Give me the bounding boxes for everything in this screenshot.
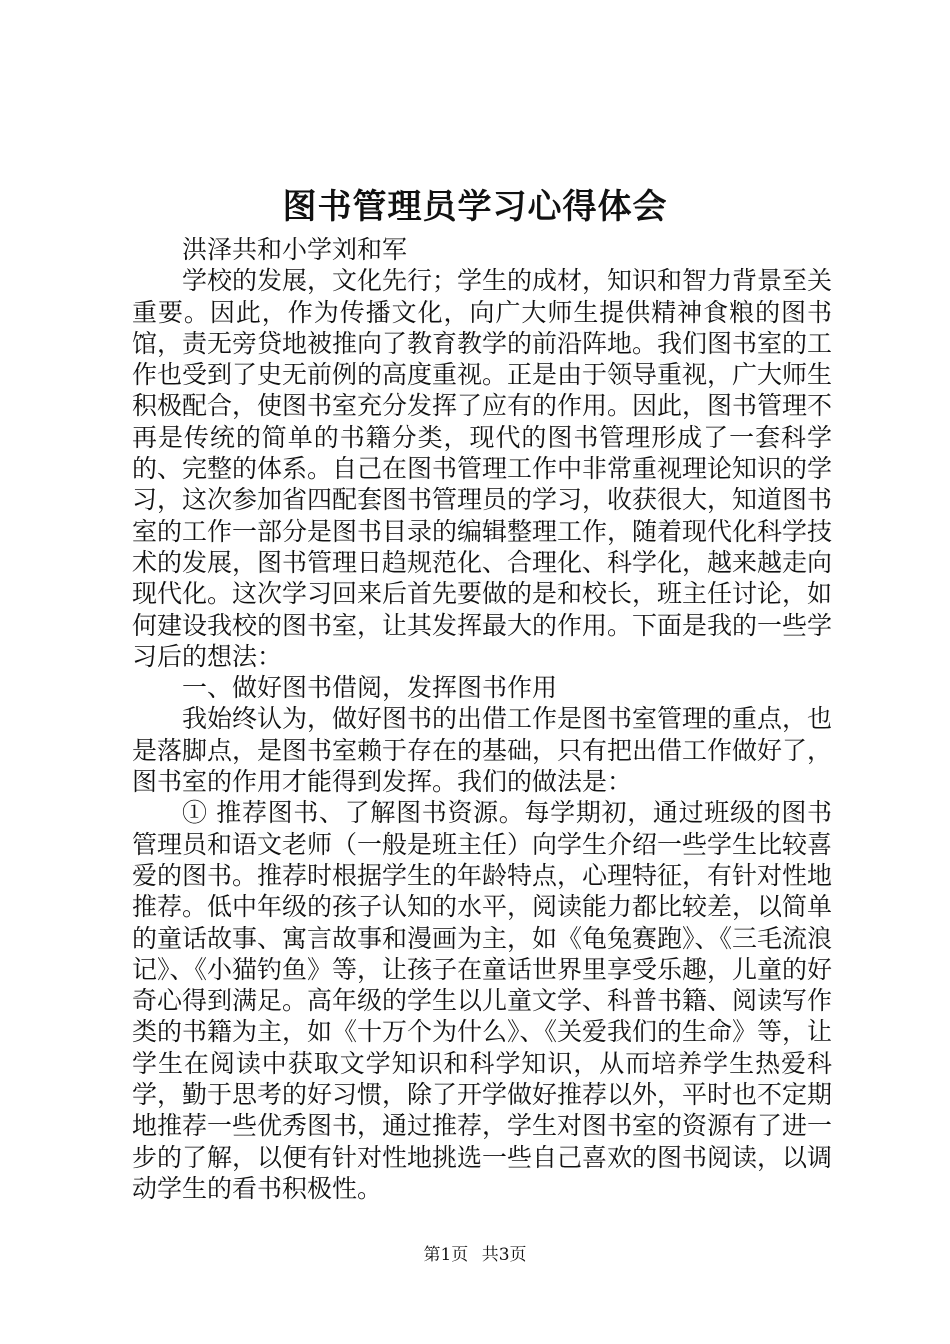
document-body	[132, 234, 832, 1204]
section-heading: 一、做好图书借阅，发挥图书作用	[182, 673, 558, 703]
page-number-current: 第1页	[423, 1245, 469, 1265]
page-footer	[0, 1243, 950, 1267]
page-number-total: 共3页	[481, 1245, 527, 1265]
paragraph-intro: 学校的发展，文化先行；学生的成材，知识和智力背景至关重要。因此，作为传播文化，向广大师生提供精神食粮的图书馆，责无旁贷地被推向了教育教学的前沿阵地。我们图书室的工作也受到了史无前例的高度重视。正是由于领导重视，广大师生积极配合，使图书室充分发挥了应有的作用。因此，图书管理不再是传统的简单的书籍分类，现代的图书管理形成了一套科学的、完整的体系。自己在图书管理工作中非常重视理论知识的学习，这次参加省四配套图书管理员的学习，收获很大，知道图书室的工作一部分是图书目录的编辑整理工作，随着现代化科学技术的发展，图书管理日趋规范化、合理化、科学化，越来越走向现代化。这次学习回来后首先要做的是和校长，班主任讨论，如何建设我校的图书室，让其发挥最大的作用。下面是我的一些学习后的想法：	[132, 266, 833, 671]
author-line: 洪泽共和小学刘和军	[182, 235, 408, 264]
paragraph-lending: 我始终认为，做好图书的出借工作是图书室管理的重点，也是落脚点，是图书室赖于存在的基础，只有把出借工作做好了，图书室的作用才能得到发挥。我们的做法是：	[132, 704, 833, 797]
document-title: 图书管理员学习心得体会	[282, 187, 668, 227]
paragraph-recommend: ① 推荐图书、了解图书资源。每学期初，通过班级的图书管理员和语文老师（一般是班主任）向学生介绍一些学生比较喜爱的图书。推荐时根据学生的年龄特点，心理特征，有针对性地推荐。低中年级的孩子认知的水平，阅读能力都比较差，以简单的童话故事、寓言故事和漫画为主，如《龟兔赛跑》、《三毛流浪记》、《小猫钓鱼》等，让孩子在童话世界里享受乐趣，儿童的好奇心得到满足。高年级的学生以儿童文学、科普书籍、阅读写作类的书籍为主，如《十万个为什么》、《关爱我们的生命》等，让学生在阅读中获取文学知识和科学知识，从而培养学生热爱科学，勤于思考的好习惯，除了开学做好推荐以外，平时也不定期地推荐一些优秀图书，通过推荐，学生对图书室的资源有了进一步的了解，以便有针对性地挑选一些自己喜欢的图书阅读，以调动学生的看书积极性。	[132, 798, 833, 1203]
